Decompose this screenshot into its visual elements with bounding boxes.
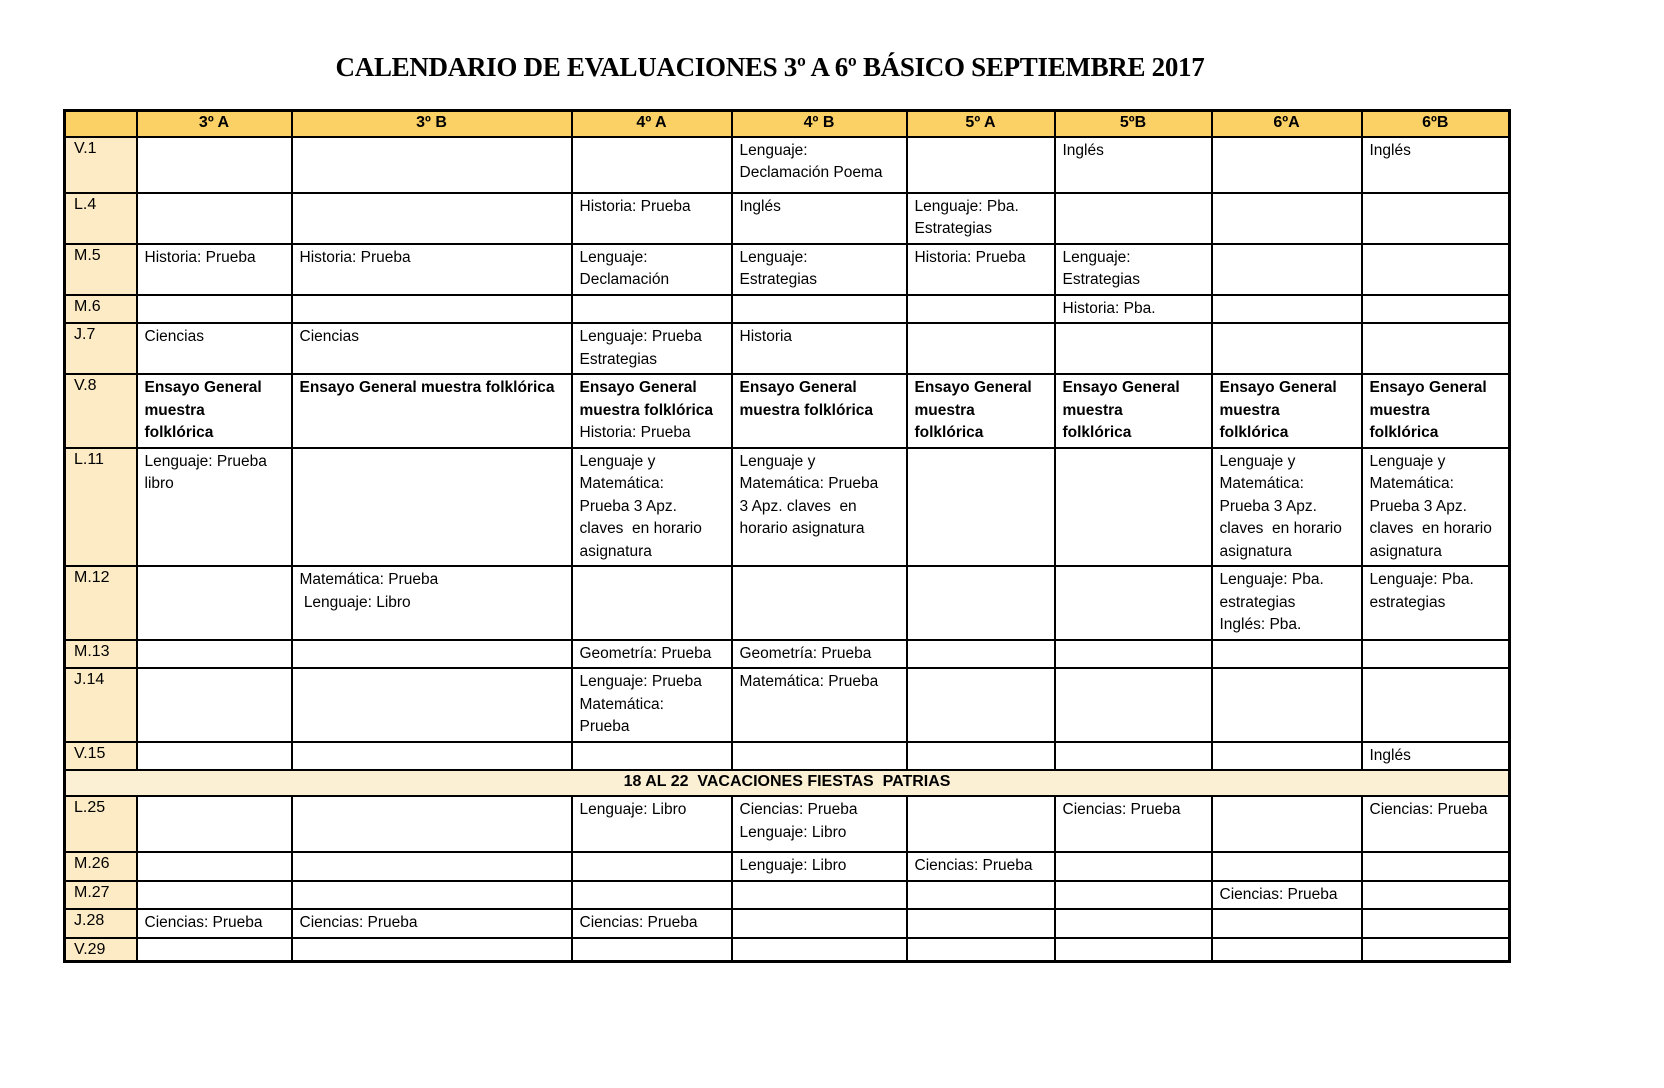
table-row [65,448,1510,567]
calendar-cell [292,295,572,324]
calendar-cell [1362,295,1510,324]
calendar-cell [907,137,1055,193]
calendar-cell: Lenguaje: Pba. estrategias [1362,566,1510,640]
day-label: V.15 [65,742,137,771]
day-label: V.8 [65,374,137,448]
calendar-cell: Ensayo General muestra folklórica [292,374,572,448]
calendar-cell [137,742,292,771]
calendar-cell [292,742,572,771]
calendar-cell: Inglés [732,193,907,244]
calendar-cell [137,566,292,640]
table-row [65,566,1510,640]
calendar-cell: Matemática: Prueba [732,668,907,742]
calendar-cell [907,566,1055,640]
calendar-cell [1055,566,1212,640]
calendar-cell [572,852,732,881]
day-label: J.28 [65,909,137,938]
table-row [65,770,1510,796]
calendar-cell [732,909,907,938]
calendar-cell [292,881,572,910]
calendar-cell: Lenguaje: Declamación [572,244,732,295]
calendar-cell: Historia [732,323,907,374]
calendar-cell [292,938,572,962]
calendar-cell: Ciencias: Prueba [1055,796,1212,852]
calendar-cell: Lenguaje: Libro [572,796,732,852]
calendar-cell [137,193,292,244]
calendar-cell [907,909,1055,938]
day-label: M.5 [65,244,137,295]
calendar-cell [572,295,732,324]
calendar-cell: Ciencias [137,323,292,374]
calendar-cell [1212,796,1362,852]
calendar-cell [137,640,292,669]
calendar-cell [732,938,907,962]
calendar-cell: Ensayo General muestra folklórica [732,374,907,448]
day-label: V.29 [65,938,137,962]
calendar-cell: Ensayo General muestra folklórica [1362,374,1510,448]
table-row [65,909,1510,938]
calendar-cell: Ciencias: Prueba [292,909,572,938]
calendar-cell: Historia: Pba. [1055,295,1212,324]
calendar-cell [1055,909,1212,938]
calendar-cell [907,448,1055,567]
table-row [65,852,1510,881]
table-row [65,137,1510,193]
calendar-cell: Lenguaje: Estrategias [1055,244,1212,295]
table-row [65,295,1510,324]
table-row [65,796,1510,852]
page-title: CALENDARIO DE EVALUACIONES 3º A 6º BÁSICO SEPTIEMBRE 2017 [335,52,1205,82]
column-header-3a: 3º A [137,111,292,137]
calendar-cell [292,193,572,244]
calendar-cell [572,742,732,771]
day-label: M.13 [65,640,137,669]
calendar-cell [137,938,292,962]
day-label: L.25 [65,796,137,852]
table-row [65,193,1510,244]
calendar-cell [1055,881,1212,910]
calendar-cell [907,742,1055,771]
calendar-cell: Ciencias: Prueba [1212,881,1362,910]
calendar-cell: Ciencias: Prueba [907,852,1055,881]
calendar-cell: Lenguaje: Declamación Poema [732,137,907,193]
calendar-cell [137,881,292,910]
calendar-cell [732,742,907,771]
calendar-cell [137,295,292,324]
calendar-cell: Ciencias: Prueba [137,909,292,938]
calendar-cell [1212,137,1362,193]
day-label: V.1 [65,137,137,193]
calendar-cell [572,938,732,962]
day-label: J.14 [65,668,137,742]
calendar-cell [1055,742,1212,771]
calendar-cell: Ensayo General muestra folklórica [907,374,1055,448]
calendar-cell: Ensayo General muestra folklórica [137,374,292,448]
calendar-cell [907,295,1055,324]
calendar-cell: Lenguaje y Matemática: Prueba 3 Apz. claves en horario asignatura [572,448,732,567]
day-label: M.27 [65,881,137,910]
day-label: M.12 [65,566,137,640]
calendar-cell [732,295,907,324]
calendar-cell: Lenguaje: Pba. estrategias Inglés: Pba. [1212,566,1362,640]
calendar-cell: Lenguaje y Matemática: Prueba 3 Apz. claves en horario asignatura [1212,448,1362,567]
calendar-cell [1055,852,1212,881]
calendar-cell: Lenguaje: Libro [732,852,907,881]
calendar-cell: Geometría: Prueba [572,640,732,669]
calendar-cell [137,137,292,193]
calendar-cell: Geometría: Prueba [732,640,907,669]
calendar-cell [1212,323,1362,374]
calendar-cell [1362,244,1510,295]
calendar-cell [1362,668,1510,742]
calendar-cell [1055,640,1212,669]
day-label: M.26 [65,852,137,881]
column-header-6a: 6ºA [1212,111,1362,137]
calendar-cell: Historia: Prueba [907,244,1055,295]
calendar-cell [572,881,732,910]
column-header-5a: 5º A [907,111,1055,137]
calendar-cell: Lenguaje: Prueba Estrategias [572,323,732,374]
calendar-cell [1212,852,1362,881]
day-label: J.7 [65,323,137,374]
column-header-4b: 4º B [732,111,907,137]
calendar-cell [292,448,572,567]
calendar-cell [1055,193,1212,244]
calendar-cell [907,323,1055,374]
calendar-cell [292,137,572,193]
calendar-cell [1362,938,1510,962]
calendar-cell: Ensayo General muestra folklórica [1212,374,1362,448]
calendar-cell [1212,742,1362,771]
calendar-cell [292,852,572,881]
calendar-cell [907,796,1055,852]
calendar-cell: Inglés [1362,137,1510,193]
calendar-cell [292,640,572,669]
calendar-cell [1055,668,1212,742]
calendar-cell [137,852,292,881]
column-header-4a: 4º A [572,111,732,137]
calendar-cell [732,566,907,640]
calendar-cell: Historia: Prueba [572,193,732,244]
calendar-cell [907,668,1055,742]
day-label: L.11 [65,448,137,567]
calendar-cell [137,668,292,742]
calendar-cell: Lenguaje y Matemática: Prueba 3 Apz. claves en horario asignatura [732,448,907,567]
calendar-cell: Inglés [1362,742,1510,771]
calendar-cell [907,881,1055,910]
calendar-cell: Lenguaje: Prueba libro [137,448,292,567]
day-label: L.4 [65,193,137,244]
calendar-cell [1055,323,1212,374]
calendar-cell: Ciencias [292,323,572,374]
calendar-cell [907,640,1055,669]
calendar-cell: Inglés [1055,137,1212,193]
header-row [65,111,1510,137]
calendar-cell [1212,295,1362,324]
calendar-cell [732,881,907,910]
table-row [65,323,1510,374]
calendar-cell [292,796,572,852]
calendar-cell [907,938,1055,962]
calendar-cell [1212,640,1362,669]
calendar-cell: Lenguaje y Matemática: Prueba 3 Apz. claves en horario asignatura [1362,448,1510,567]
calendar-cell [1362,323,1510,374]
calendar-cell: Lenguaje: Prueba Matemática: Prueba [572,668,732,742]
calendar-body [65,137,1510,962]
calendar-cell: Ciencias: Prueba [572,909,732,938]
vacation-banner: 18 AL 22 VACACIONES FIESTAS PATRIAS [65,770,1510,796]
column-header-6b: 6ºB [1362,111,1510,137]
calendar-cell [1362,640,1510,669]
calendar-cell [1362,881,1510,910]
table-row [65,881,1510,910]
column-header-3b: 3º B [292,111,572,137]
table-row [65,938,1510,962]
calendar-cell: Ciencias: Prueba Lenguaje: Libro [732,796,907,852]
calendar-cell [1362,852,1510,881]
table-row [65,640,1510,669]
column-header-day [65,111,137,137]
calendar-cell [1212,938,1362,962]
day-label: M.6 [65,295,137,324]
calendar-cell [1362,193,1510,244]
calendar-cell [292,668,572,742]
calendar-cell [1055,938,1212,962]
calendar-cell [572,137,732,193]
table-row [65,244,1510,295]
calendar-cell: Lenguaje: Pba. Estrategias [907,193,1055,244]
calendar-cell [1212,193,1362,244]
column-header-5b: 5ºB [1055,111,1212,137]
calendar-cell: Lenguaje: Estrategias [732,244,907,295]
calendar-cell: Matemática: Prueba Lenguaje: Libro [292,566,572,640]
calendar-cell: Ensayo General muestra folklórica [1055,374,1212,448]
calendar-cell [1212,668,1362,742]
table-row [65,374,1510,448]
calendar-cell [1362,909,1510,938]
calendar-cell [137,796,292,852]
table-row [65,668,1510,742]
calendar-cell: Ciencias: Prueba [1362,796,1510,852]
calendar-cell [1212,244,1362,295]
calendar-cell: Historia: Prueba [292,244,572,295]
table-row [65,742,1510,771]
calendar-cell: Historia: Prueba [137,244,292,295]
calendar-cell [1212,909,1362,938]
calendar-cell: Ensayo General muestra folklórica Historia: Prueba [572,374,732,448]
calendar-cell [572,566,732,640]
evaluations-calendar-table [63,109,1511,963]
calendar-cell [1055,448,1212,567]
